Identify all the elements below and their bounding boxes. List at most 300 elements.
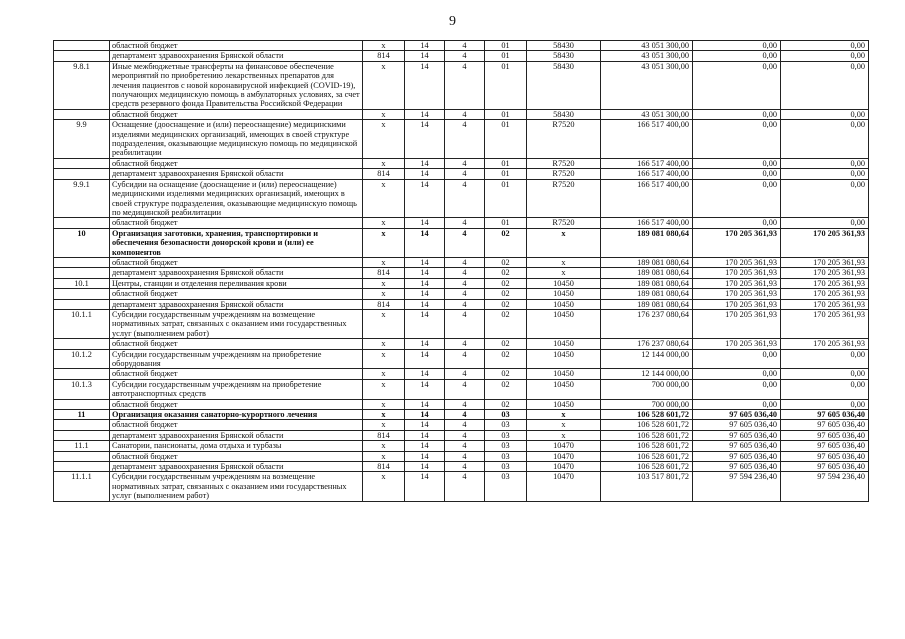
row-pr: 4 <box>445 268 485 278</box>
row-code <box>54 399 110 409</box>
table-row <box>54 369 869 379</box>
row-gr: х <box>363 339 405 349</box>
row-csr: 10470 <box>527 441 601 451</box>
row-code <box>54 451 110 461</box>
row-value-1: 189 081 080,64 <box>601 299 693 309</box>
row-value-1: 106 528 601,72 <box>601 430 693 440</box>
table-row <box>54 420 869 430</box>
row-name: Субсидии на оснащение (дооснащение и (или) переоснащение) медицинскими изделиями медицинских организаций, имеющих в своей структуре подразделения, оказывающие медицинскую помощь по медицинской реабилитации <box>110 179 363 218</box>
row-value-2: 97 605 036,40 <box>693 430 781 440</box>
row-code <box>54 41 110 51</box>
row-csr: 10470 <box>527 451 601 461</box>
table-row <box>54 109 869 119</box>
row-code <box>54 462 110 472</box>
row-value-2: 0,00 <box>693 379 781 399</box>
row-pr: 4 <box>445 120 485 159</box>
row-rz: 14 <box>405 379 445 399</box>
row-value-2: 170 205 361,93 <box>693 299 781 309</box>
row-value-3: 170 205 361,93 <box>781 257 869 267</box>
row-code <box>54 420 110 430</box>
row-gr: х <box>363 109 405 119</box>
row-value-3: 0,00 <box>781 379 869 399</box>
table-row <box>54 410 869 420</box>
row-value-1: 12 144 000,00 <box>601 369 693 379</box>
row-code: 10.1.1 <box>54 309 110 338</box>
row-rz: 14 <box>405 179 445 218</box>
row-gr: х <box>363 257 405 267</box>
row-code: 10.1.2 <box>54 349 110 369</box>
row-gr: х <box>363 399 405 409</box>
row-pr: 4 <box>445 349 485 369</box>
row-code <box>54 257 110 267</box>
row-rz: 14 <box>405 472 445 501</box>
row-gr: х <box>363 179 405 218</box>
row-value-2: 0,00 <box>693 61 781 109</box>
row-value-1: 12 144 000,00 <box>601 349 693 369</box>
row-value-2: 97 605 036,40 <box>693 462 781 472</box>
row-gr: х <box>363 218 405 228</box>
row-code: 10.1.3 <box>54 379 110 399</box>
table-row <box>54 120 869 159</box>
row-gr: х <box>363 309 405 338</box>
row-code <box>54 169 110 179</box>
row-gr: х <box>363 278 405 288</box>
row-csr: х <box>527 410 601 420</box>
row-rz: 14 <box>405 289 445 299</box>
row-value-1: 189 081 080,64 <box>601 268 693 278</box>
row-code <box>54 109 110 119</box>
row-ts: 02 <box>485 349 527 369</box>
row-pr: 4 <box>445 451 485 461</box>
row-gr: 814 <box>363 462 405 472</box>
row-value-3: 97 605 036,40 <box>781 420 869 430</box>
row-name: департамент здравоохранения Брянской области <box>110 169 363 179</box>
row-pr: 4 <box>445 41 485 51</box>
row-code <box>54 289 110 299</box>
row-code: 11 <box>54 410 110 420</box>
row-csr: 10450 <box>527 369 601 379</box>
row-rz: 14 <box>405 51 445 61</box>
row-csr: 10450 <box>527 399 601 409</box>
row-value-1: 43 051 300,00 <box>601 109 693 119</box>
row-csr: R7520 <box>527 218 601 228</box>
row-name: областной бюджет <box>110 451 363 461</box>
row-csr: R7520 <box>527 120 601 159</box>
row-gr: 814 <box>363 268 405 278</box>
row-code <box>54 218 110 228</box>
row-rz: 14 <box>405 451 445 461</box>
row-pr: 4 <box>445 399 485 409</box>
row-pr: 4 <box>445 51 485 61</box>
row-csr: 10450 <box>527 349 601 369</box>
row-value-3: 97 605 036,40 <box>781 410 869 420</box>
row-code: 10.1 <box>54 278 110 288</box>
row-code: 9.9.1 <box>54 179 110 218</box>
row-value-1: 166 517 400,00 <box>601 169 693 179</box>
row-name: областной бюджет <box>110 420 363 430</box>
row-rz: 14 <box>405 218 445 228</box>
row-code <box>54 268 110 278</box>
row-gr: х <box>363 41 405 51</box>
row-value-3: 0,00 <box>781 218 869 228</box>
row-ts: 01 <box>485 120 527 159</box>
row-csr: х <box>527 257 601 267</box>
table-row <box>54 451 869 461</box>
row-name: департамент здравоохранения Брянской области <box>110 51 363 61</box>
row-pr: 4 <box>445 379 485 399</box>
row-pr: 4 <box>445 462 485 472</box>
row-value-3: 0,00 <box>781 61 869 109</box>
row-value-3: 0,00 <box>781 179 869 218</box>
row-code <box>54 339 110 349</box>
row-ts: 02 <box>485 228 527 257</box>
row-pr: 4 <box>445 158 485 168</box>
table-row <box>54 179 869 218</box>
row-value-3: 0,00 <box>781 109 869 119</box>
row-ts: 03 <box>485 410 527 420</box>
row-csr: 58430 <box>527 41 601 51</box>
row-name: Иные межбюджетные трансферты на финансовое обеспечение мероприятий по приобретению лекарственных препаратов для лечения пациентов с новой коронавирусной инфекцией (COVID-19), получающих медицинскую помощь в амбулаторных условиях, за счет средств резервного фонда Правительства Российской Федерации <box>110 61 363 109</box>
row-rz: 14 <box>405 61 445 109</box>
row-value-2: 170 205 361,93 <box>693 339 781 349</box>
row-name: департамент здравоохранения Брянской области <box>110 430 363 440</box>
row-ts: 02 <box>485 278 527 288</box>
table-row <box>54 228 869 257</box>
row-value-3: 170 205 361,93 <box>781 309 869 338</box>
row-ts: 02 <box>485 289 527 299</box>
row-gr: х <box>363 451 405 461</box>
row-value-3: 0,00 <box>781 41 869 51</box>
row-rz: 14 <box>405 462 445 472</box>
row-ts: 02 <box>485 268 527 278</box>
row-ts: 03 <box>485 451 527 461</box>
row-value-1: 166 517 400,00 <box>601 158 693 168</box>
row-gr: 814 <box>363 51 405 61</box>
row-csr: R7520 <box>527 169 601 179</box>
row-value-2: 0,00 <box>693 399 781 409</box>
row-gr: х <box>363 379 405 399</box>
row-csr: 10450 <box>527 299 601 309</box>
row-gr: х <box>363 420 405 430</box>
row-value-1: 700 000,00 <box>601 399 693 409</box>
row-rz: 14 <box>405 369 445 379</box>
row-ts: 03 <box>485 420 527 430</box>
row-value-2: 170 205 361,93 <box>693 268 781 278</box>
row-ts: 02 <box>485 339 527 349</box>
table-row <box>54 61 869 109</box>
table-row <box>54 268 869 278</box>
row-value-3: 0,00 <box>781 51 869 61</box>
table-row <box>54 462 869 472</box>
row-ts: 01 <box>485 109 527 119</box>
row-ts: 01 <box>485 51 527 61</box>
row-value-2: 0,00 <box>693 158 781 168</box>
row-ts: 01 <box>485 61 527 109</box>
table-row <box>54 379 869 399</box>
row-code: 11.1 <box>54 441 110 451</box>
row-value-1: 166 517 400,00 <box>601 179 693 218</box>
row-pr: 4 <box>445 430 485 440</box>
row-ts: 03 <box>485 430 527 440</box>
row-value-2: 170 205 361,93 <box>693 257 781 267</box>
row-name: областной бюджет <box>110 41 363 51</box>
row-value-2: 0,00 <box>693 369 781 379</box>
row-pr: 4 <box>445 228 485 257</box>
row-pr: 4 <box>445 309 485 338</box>
row-gr: х <box>363 228 405 257</box>
row-gr: 814 <box>363 299 405 309</box>
row-gr: х <box>363 441 405 451</box>
row-value-2: 97 605 036,40 <box>693 451 781 461</box>
row-csr: 10470 <box>527 472 601 501</box>
row-gr: х <box>363 410 405 420</box>
row-value-1: 103 517 801,72 <box>601 472 693 501</box>
row-rz: 14 <box>405 169 445 179</box>
row-name: областной бюджет <box>110 218 363 228</box>
row-value-2: 0,00 <box>693 51 781 61</box>
row-value-1: 106 528 601,72 <box>601 462 693 472</box>
row-name: Центры, станции и отделения переливания крови <box>110 278 363 288</box>
table-row <box>54 169 869 179</box>
row-gr: х <box>363 289 405 299</box>
row-ts: 03 <box>485 462 527 472</box>
row-name: Субсидии государственным учреждениям на возмещение нормативных затрат, связанных с оказанием ими государственных услуг (выполнением работ) <box>110 309 363 338</box>
row-pr: 4 <box>445 109 485 119</box>
row-name: областной бюджет <box>110 399 363 409</box>
row-value-3: 0,00 <box>781 399 869 409</box>
row-value-1: 106 528 601,72 <box>601 420 693 430</box>
row-csr: х <box>527 420 601 430</box>
row-csr: 10470 <box>527 462 601 472</box>
row-code <box>54 51 110 61</box>
table-row <box>54 339 869 349</box>
row-value-2: 0,00 <box>693 169 781 179</box>
row-ts: 01 <box>485 179 527 218</box>
row-gr: 814 <box>363 169 405 179</box>
row-name: областной бюджет <box>110 257 363 267</box>
table-row <box>54 349 869 369</box>
row-pr: 4 <box>445 289 485 299</box>
row-value-3: 97 605 036,40 <box>781 462 869 472</box>
row-rz: 14 <box>405 41 445 51</box>
row-value-2: 0,00 <box>693 120 781 159</box>
row-value-2: 97 605 036,40 <box>693 420 781 430</box>
row-rz: 14 <box>405 349 445 369</box>
row-rz: 14 <box>405 420 445 430</box>
row-pr: 4 <box>445 179 485 218</box>
row-value-3: 0,00 <box>781 369 869 379</box>
row-ts: 02 <box>485 399 527 409</box>
row-gr: х <box>363 472 405 501</box>
table-row <box>54 299 869 309</box>
row-csr: х <box>527 430 601 440</box>
row-value-1: 189 081 080,64 <box>601 289 693 299</box>
page-number: 9 <box>449 14 456 29</box>
row-value-2: 0,00 <box>693 41 781 51</box>
row-pr: 4 <box>445 441 485 451</box>
row-value-2: 0,00 <box>693 109 781 119</box>
table-row <box>54 289 869 299</box>
row-value-1: 43 051 300,00 <box>601 41 693 51</box>
row-value-3: 170 205 361,93 <box>781 278 869 288</box>
row-pr: 4 <box>445 299 485 309</box>
row-pr: 4 <box>445 218 485 228</box>
row-code <box>54 299 110 309</box>
row-name: департамент здравоохранения Брянской области <box>110 462 363 472</box>
row-value-1: 166 517 400,00 <box>601 218 693 228</box>
row-pr: 4 <box>445 420 485 430</box>
row-rz: 14 <box>405 309 445 338</box>
row-name: областной бюджет <box>110 109 363 119</box>
row-pr: 4 <box>445 169 485 179</box>
row-code <box>54 158 110 168</box>
row-rz: 14 <box>405 228 445 257</box>
row-name: Субсидии государственным учреждениям на приобретение оборудования <box>110 349 363 369</box>
row-code: 10 <box>54 228 110 257</box>
row-value-3: 170 205 361,93 <box>781 289 869 299</box>
row-csr: х <box>527 268 601 278</box>
row-value-2: 97 605 036,40 <box>693 441 781 451</box>
row-csr: R7520 <box>527 158 601 168</box>
row-value-1: 43 051 300,00 <box>601 51 693 61</box>
row-value-2: 170 205 361,93 <box>693 309 781 338</box>
row-pr: 4 <box>445 410 485 420</box>
row-gr: х <box>363 349 405 369</box>
table-row <box>54 441 869 451</box>
row-csr: 58430 <box>527 51 601 61</box>
row-value-2: 0,00 <box>693 218 781 228</box>
row-gr: х <box>363 158 405 168</box>
row-value-1: 43 051 300,00 <box>601 61 693 109</box>
row-csr: 58430 <box>527 61 601 109</box>
row-value-1: 189 081 080,64 <box>601 228 693 257</box>
row-value-2: 97 594 236,40 <box>693 472 781 501</box>
row-csr: 10450 <box>527 289 601 299</box>
row-value-2: 0,00 <box>693 179 781 218</box>
row-value-3: 0,00 <box>781 158 869 168</box>
row-name: областной бюджет <box>110 289 363 299</box>
row-value-1: 176 237 080,64 <box>601 339 693 349</box>
row-name: областной бюджет <box>110 339 363 349</box>
table-row <box>54 309 869 338</box>
row-rz: 14 <box>405 339 445 349</box>
row-ts: 02 <box>485 379 527 399</box>
row-gr: х <box>363 369 405 379</box>
row-value-1: 700 000,00 <box>601 379 693 399</box>
table-row <box>54 399 869 409</box>
row-rz: 14 <box>405 278 445 288</box>
row-code <box>54 369 110 379</box>
row-value-1: 106 528 601,72 <box>601 441 693 451</box>
row-rz: 14 <box>405 299 445 309</box>
table-row <box>54 218 869 228</box>
row-value-1: 189 081 080,64 <box>601 278 693 288</box>
row-value-1: 176 237 080,64 <box>601 309 693 338</box>
row-csr: 10450 <box>527 379 601 399</box>
row-csr: 58430 <box>527 109 601 119</box>
row-rz: 14 <box>405 410 445 420</box>
row-value-1: 166 517 400,00 <box>601 120 693 159</box>
row-ts: 01 <box>485 169 527 179</box>
row-ts: 02 <box>485 369 527 379</box>
row-value-3: 97 605 036,40 <box>781 430 869 440</box>
row-name: Организация заготовки, хранения, транспортировки и обеспечения безопасности донорской крови и (или) ее компонентов <box>110 228 363 257</box>
table-row <box>54 472 869 501</box>
row-value-1: 106 528 601,72 <box>601 410 693 420</box>
table-row <box>54 51 869 61</box>
row-value-2: 97 605 036,40 <box>693 410 781 420</box>
row-csr: х <box>527 228 601 257</box>
table-row <box>54 278 869 288</box>
row-rz: 14 <box>405 430 445 440</box>
row-gr: х <box>363 61 405 109</box>
row-pr: 4 <box>445 339 485 349</box>
row-ts: 02 <box>485 257 527 267</box>
row-gr: 814 <box>363 430 405 440</box>
row-rz: 14 <box>405 158 445 168</box>
row-csr: 10450 <box>527 278 601 288</box>
row-value-3: 170 205 361,93 <box>781 339 869 349</box>
row-ts: 01 <box>485 41 527 51</box>
row-value-3: 170 205 361,93 <box>781 299 869 309</box>
row-csr: 10450 <box>527 309 601 338</box>
row-rz: 14 <box>405 120 445 159</box>
row-code <box>54 430 110 440</box>
row-rz: 14 <box>405 441 445 451</box>
table-row <box>54 158 869 168</box>
row-name: областной бюджет <box>110 369 363 379</box>
budget-table <box>53 40 869 502</box>
row-value-3: 0,00 <box>781 349 869 369</box>
row-value-3: 97 605 036,40 <box>781 451 869 461</box>
row-pr: 4 <box>445 278 485 288</box>
row-code: 11.1.1 <box>54 472 110 501</box>
row-code: 9.8.1 <box>54 61 110 109</box>
row-value-3: 0,00 <box>781 169 869 179</box>
row-value-3: 170 205 361,93 <box>781 268 869 278</box>
row-value-2: 170 205 361,93 <box>693 278 781 288</box>
row-value-3: 170 205 361,93 <box>781 228 869 257</box>
row-name: департамент здравоохранения Брянской области <box>110 268 363 278</box>
row-gr: х <box>363 120 405 159</box>
row-name: Субсидии государственным учреждениям на приобретение автотранспортных средств <box>110 379 363 399</box>
row-name: департамент здравоохранения Брянской области <box>110 299 363 309</box>
row-ts: 03 <box>485 472 527 501</box>
row-value-2: 170 205 361,93 <box>693 289 781 299</box>
row-ts: 03 <box>485 441 527 451</box>
row-name: Организация оказания санаторно-курортного лечения <box>110 410 363 420</box>
row-name: Санатории, пансионаты, дома отдыха и турбазы <box>110 441 363 451</box>
row-value-3: 0,00 <box>781 120 869 159</box>
row-pr: 4 <box>445 369 485 379</box>
row-name: областной бюджет <box>110 158 363 168</box>
row-ts: 02 <box>485 299 527 309</box>
row-value-3: 97 605 036,40 <box>781 441 869 451</box>
row-ts: 01 <box>485 158 527 168</box>
row-name: Субсидии государственным учреждениям на возмещение нормативных затрат, связанных с оказанием ими государственных услуг (выполнением работ) <box>110 472 363 501</box>
table-row <box>54 41 869 51</box>
row-ts: 01 <box>485 218 527 228</box>
row-rz: 14 <box>405 257 445 267</box>
row-value-2: 170 205 361,93 <box>693 228 781 257</box>
row-rz: 14 <box>405 268 445 278</box>
row-csr: 10450 <box>527 339 601 349</box>
row-rz: 14 <box>405 399 445 409</box>
row-pr: 4 <box>445 61 485 109</box>
row-value-3: 97 594 236,40 <box>781 472 869 501</box>
row-value-1: 106 528 601,72 <box>601 451 693 461</box>
row-name: Оснащение (дооснащение и (или) переоснащение) медицинскими изделиями медицинских организаций, имеющих в своей структуре подразделения, оказывающие медицинскую помощь по медицинской реабилитации <box>110 120 363 159</box>
